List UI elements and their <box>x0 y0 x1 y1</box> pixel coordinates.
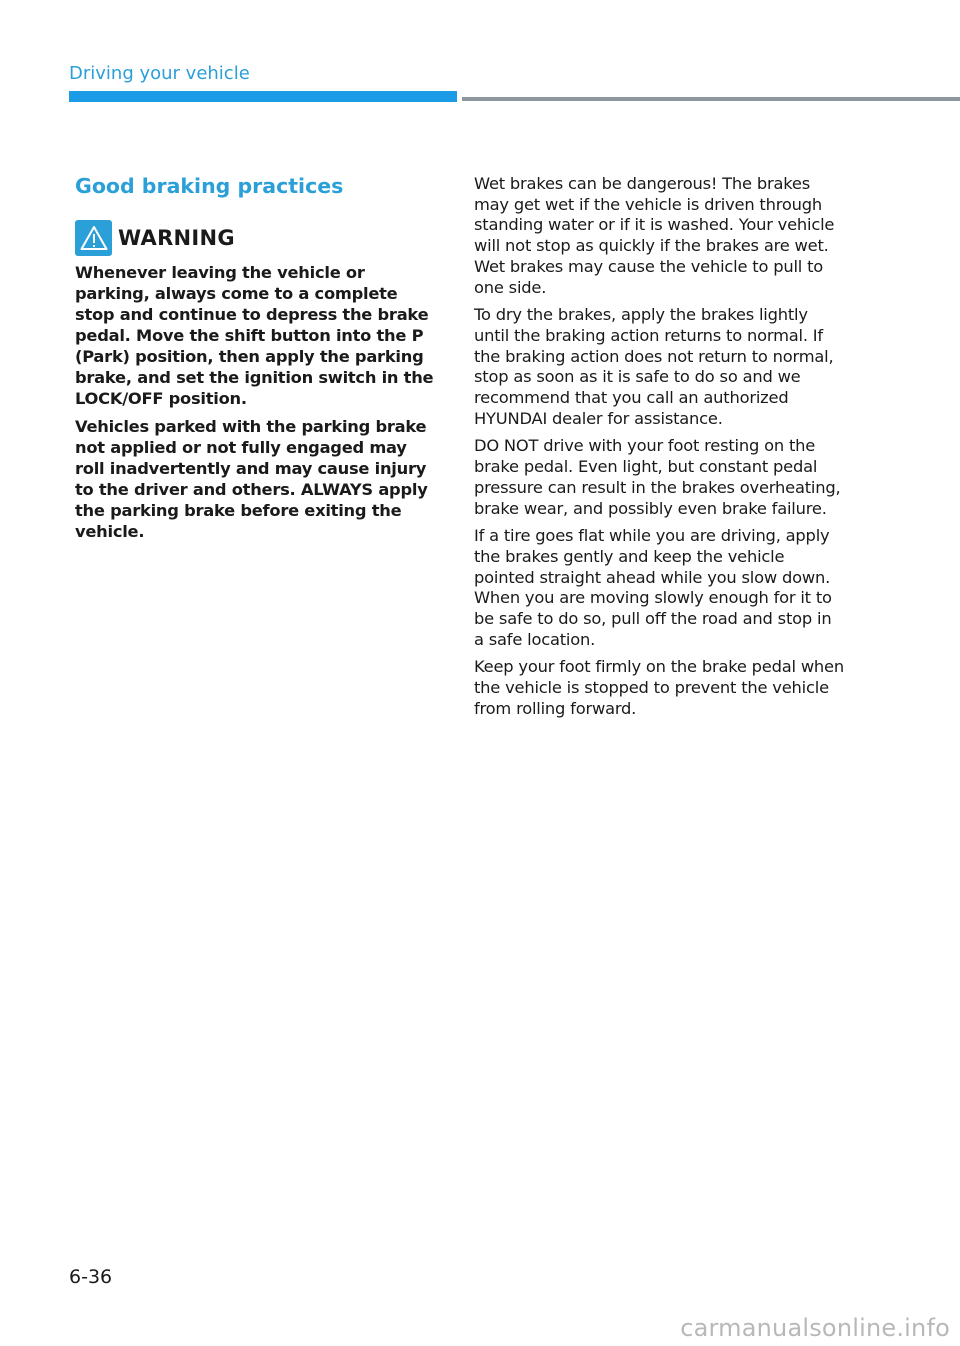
body-paragraph: If a tire goes flat while you are driving, apply the brakes gently and keep the vehicle pointed straight ahead while you slow down. When you are moving slowly enough for it to be safe to do so, pull off the road and stop in a safe location. <box>474 526 832 649</box>
body-paragraph: To dry the brakes, apply the brakes lightly until the braking action returns to normal. If the braking action does not return to normal, stop as soon as it is safe to do so and we recommend that you call an authorized HYUNDAI dealer for assistance. <box>474 305 834 428</box>
page-number: 6-36 <box>69 1266 113 1288</box>
header-rule <box>462 97 960 101</box>
section-title: Good braking practices <box>75 174 344 198</box>
warning-triangle-icon <box>75 220 112 256</box>
warning-paragraph: Whenever leaving the vehicle or parking, always come to a complete stop and continue to depress the brake pedal. Move the shift button into the P (Park) position, then apply the parking brake, and set the ignition switch in the LOCK/OFF position. <box>75 263 434 408</box>
header-rule-accent <box>69 91 457 102</box>
body-paragraph: DO NOT drive with your foot resting on the brake pedal. Even light, but constant pedal pressure can result in the brakes overheating, brake wear, and possibly even brake failure. <box>474 436 841 518</box>
warning-paragraph: Vehicles parked with the parking brake not applied or not fully engaged may roll inadvertently and may cause injury to the driver and others. ALWAYS apply the parking brake before exiting the vehicle. <box>75 417 428 541</box>
warning-label: WARNING <box>118 226 235 250</box>
right-column <box>474 174 844 727</box>
body-paragraph: Keep your foot firmly on the brake pedal when the vehicle is stopped to prevent the vehicle from rolling forward. <box>474 657 844 718</box>
warning-heading <box>75 220 435 256</box>
body-paragraph: Wet brakes can be dangerous! The brakes may get wet if the vehicle is driven through standing water or if it is washed. Your vehicle will not stop as quickly if the brakes are wet. Wet brakes may cause the vehicle to pull to one side. <box>474 174 835 297</box>
left-column <box>75 172 435 549</box>
running-header: Driving your vehicle <box>69 63 250 84</box>
watermark: carmanualsonline.info <box>680 1314 950 1342</box>
